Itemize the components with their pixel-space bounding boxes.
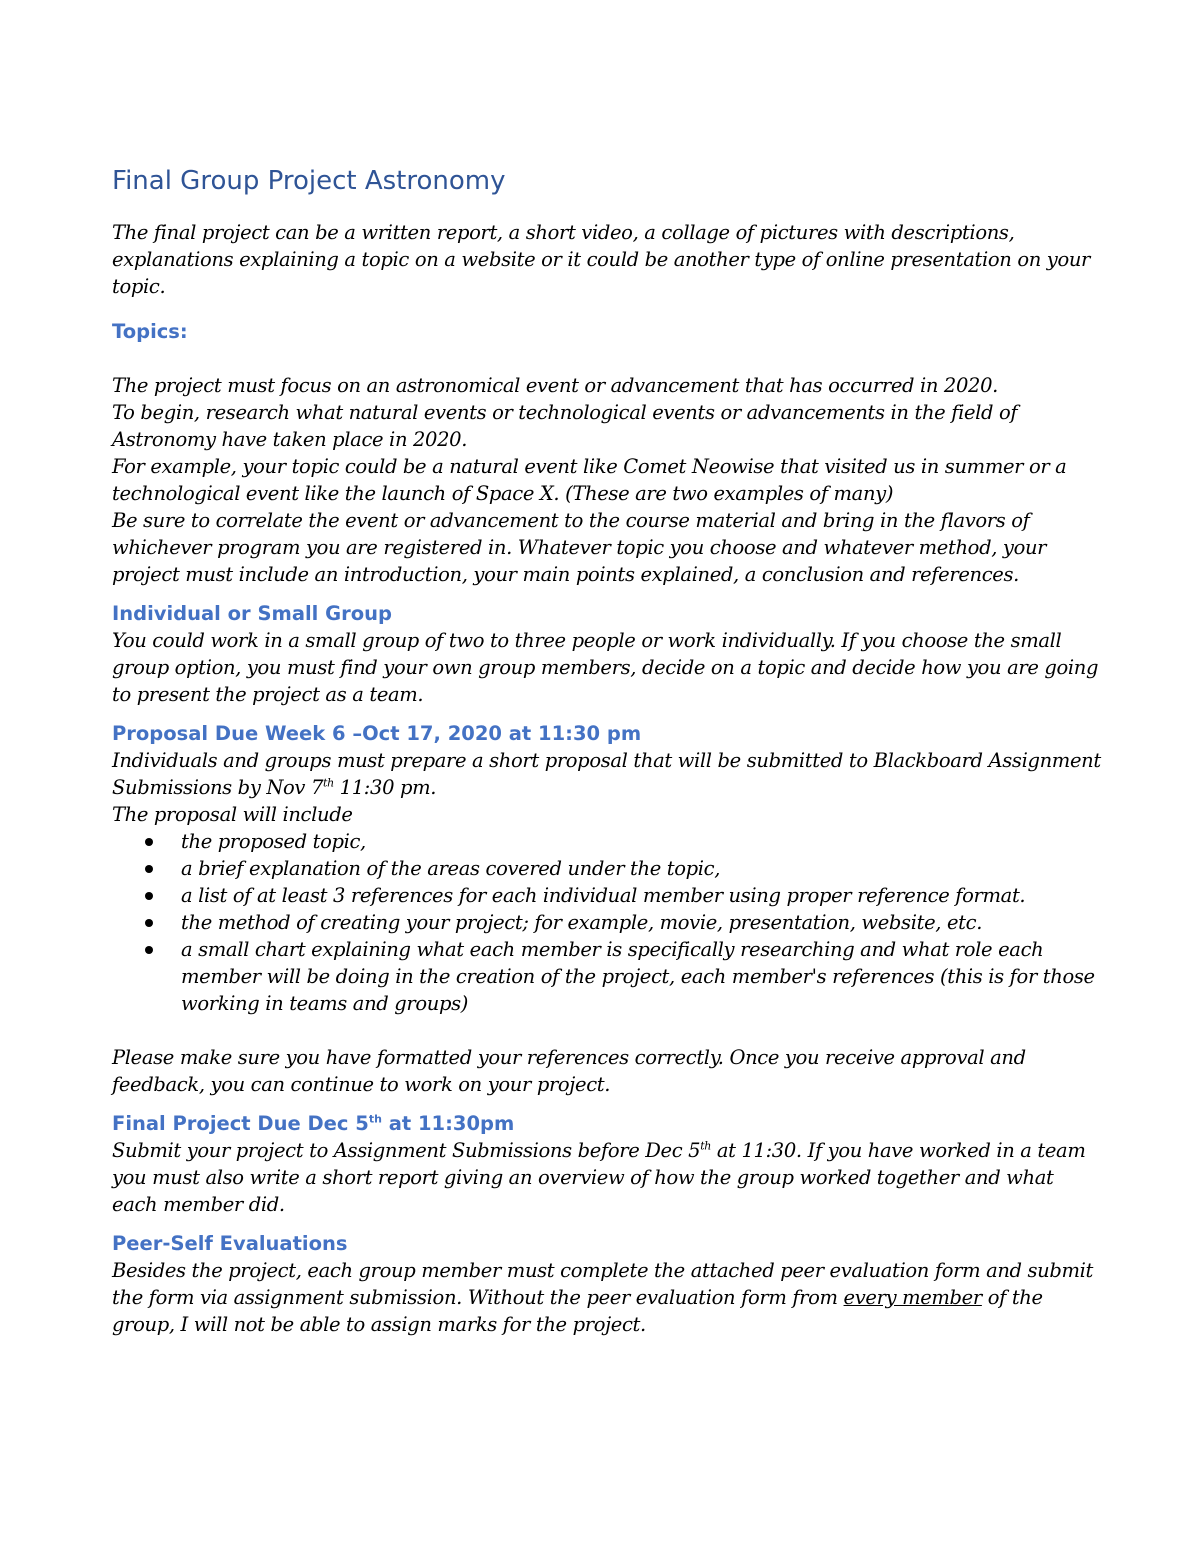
list-item: the proposed topic, [112,828,1102,855]
document-title: Final Group Project Astronomy [112,166,506,196]
topics-line: Be sure to correlate the event or advancement to the course material and bring in the flavors of whichever program you are registered in. Whatever topic you choose and whatever method, your project must include an introduction, your main points explained, a conclusion and references. [112,509,1047,586]
underlined-text: every member [843,1286,982,1309]
proposal-paragraph [112,747,1102,801]
list-item: a small chart explaining what each member is specifically researching and what role each member will be doing in the creation of the project, each member's references (this is for those working in teams and groups) [112,936,1102,1017]
bullet-icon [145,892,153,900]
bullet-icon [145,865,153,873]
topics-line: To begin, research what natural events or technological events or advancements in the field of Astronomy have taken place in 2020. [112,401,1018,451]
proposal-text-b: 11:30 pm. [333,776,437,799]
individual-heading: Individual or Small Group [112,602,392,625]
proposal-heading: Proposal Due Week 6 –Oct 17, 2020 at 11:30 pm [112,722,642,745]
topics-line: For example, your topic could be a natural event like Comet Neowise that visited us in summer or a technological event like the launch of Space X. (These are two examples of many) [112,455,1067,505]
topics-line: The project must focus on an astronomical event or advancement that has occurred in 2020. [112,374,999,397]
list-item: the method of creating your project; for example, movie, presentation, website, etc. [112,909,1102,936]
intro-paragraph: The final project can be a written report, a short video, a collage of pictures with descriptions, explanations explaining a topic on a website or it could be another type of online presentation on your topic. [112,221,1091,298]
proposal-note: Please make sure you have formatted your references correctly. Once you receive approval and feedback, you can continue to work on your project. [112,1046,1026,1096]
bullet-icon [145,946,153,954]
proposal-bullet-list [112,828,1102,1017]
individual-paragraph: You could work in a small group of two to three people or work individually. If you choose the small group option, you must find your own group members, decide on a topic and decide how you are going to present the project as a team. [112,629,1099,706]
final-heading: Final Project Due Dec 5th at 11:30pm [112,1112,515,1135]
proposal-text-sup: th [323,776,334,790]
document-page [112,165,1102,1338]
bullet-icon [145,838,153,846]
list-item: a brief explanation of the areas covered under the topic, [112,855,1102,882]
list-item: a list of at least 3 references for each individual member using proper reference format. [112,882,1102,909]
proposal-include-intro: The proposal will include [112,803,353,826]
final-paragraph: Submit your project to Assignment Submissions before Dec 5th at 11:30. If you have worked in a team you must also write a short report giving an overview of how the group worked together and what each member did. [112,1139,1086,1216]
proposal-text-a: Individuals and groups must prepare a short proposal that will be submitted to Blackboard Assignment Submissions by Nov 7 [112,749,1101,799]
bullet-icon [145,919,153,927]
peer-paragraph: Besides the project, each group member must complete the attached peer evaluation form and submit the form via assignment submission. Without the peer evaluation form from every member of the group, I will not be able to assign marks for the project. [112,1259,1094,1336]
peer-heading: Peer-Self Evaluations [112,1232,348,1255]
topics-heading: Topics: [112,320,188,343]
